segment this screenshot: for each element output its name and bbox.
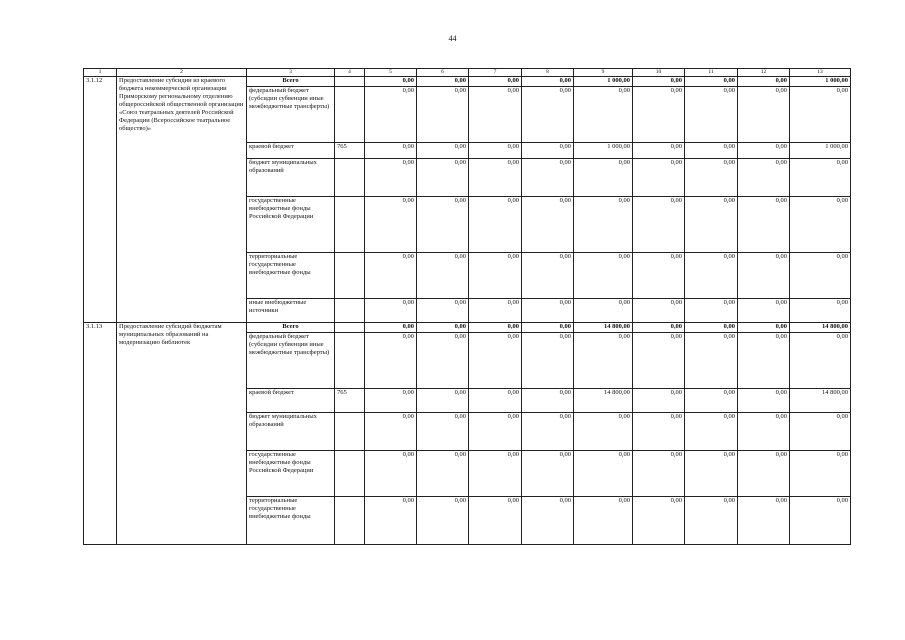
amount-cell: 0,00 xyxy=(365,389,417,413)
amount-cell: 0,00 xyxy=(633,497,685,545)
amount-cell: 0,00 xyxy=(522,413,574,451)
amount-cell: 0,00 xyxy=(685,159,738,197)
funding-source: иные внебюджетные источники xyxy=(247,299,335,323)
amount-cell: 0,00 xyxy=(574,197,633,253)
column-number: 7 xyxy=(469,69,522,77)
funding-source: территориальные государственные внебюджетные фонды xyxy=(247,253,335,299)
funding-source: федеральный бюджет (субсидии субвенции иные межбюджетные трансферты) xyxy=(247,87,335,143)
amount-cell: 0,00 xyxy=(574,159,633,197)
amount-cell: 0,00 xyxy=(790,451,851,497)
amount-cell: 1 000,00 xyxy=(790,143,851,159)
amount-cell: 0,00 xyxy=(469,451,522,497)
amount-cell: 0,00 xyxy=(790,299,851,323)
amount-cell: 0,00 xyxy=(522,333,574,389)
amount-cell: 0,00 xyxy=(633,299,685,323)
amount-cell: 1 000,00 xyxy=(574,77,633,87)
kbk-code xyxy=(335,413,365,451)
amount-cell: 0,00 xyxy=(685,253,738,299)
amount-cell: 0,00 xyxy=(417,413,469,451)
amount-cell: 0,00 xyxy=(574,253,633,299)
measure-title: Предоставление субсидии из краевого бюджета некоммерческой организации Приморскому региональному отделению общероссийской общественной организации «Союз театральных деятелей Российской Федерации (Всероссийское театральное общество)» xyxy=(117,77,247,323)
column-number: 5 xyxy=(365,69,417,77)
amount-cell: 0,00 xyxy=(633,333,685,389)
amount-cell: 0,00 xyxy=(522,323,574,333)
amount-cell: 0,00 xyxy=(365,323,417,333)
amount-cell: 14 800,00 xyxy=(574,323,633,333)
amount-cell: 0,00 xyxy=(469,159,522,197)
amount-cell: 0,00 xyxy=(738,333,790,389)
funding-source: бюджет муниципальных образований xyxy=(247,159,335,197)
amount-cell: 0,00 xyxy=(685,143,738,159)
amount-cell: 0,00 xyxy=(633,197,685,253)
amount-cell: 0,00 xyxy=(738,389,790,413)
amount-cell: 0,00 xyxy=(790,333,851,389)
amount-cell: 0,00 xyxy=(469,253,522,299)
amount-cell: 14 800,00 xyxy=(574,389,633,413)
funding-source: территориальные государственные внебюджетные фонды xyxy=(247,497,335,545)
amount-cell: 0,00 xyxy=(522,299,574,323)
amount-cell: 0,00 xyxy=(790,87,851,143)
amount-cell: 0,00 xyxy=(522,159,574,197)
amount-cell: 0,00 xyxy=(685,389,738,413)
amount-cell: 0,00 xyxy=(574,497,633,545)
amount-cell: 0,00 xyxy=(469,413,522,451)
amount-cell: 0,00 xyxy=(633,413,685,451)
amount-cell: 0,00 xyxy=(738,497,790,545)
amount-cell: 0,00 xyxy=(738,77,790,87)
column-number: 6 xyxy=(417,69,469,77)
kbk-code xyxy=(335,299,365,323)
kbk-code xyxy=(335,77,365,87)
amount-cell: 0,00 xyxy=(365,333,417,389)
amount-cell: 0,00 xyxy=(738,197,790,253)
amount-cell: 14 800,00 xyxy=(790,389,851,413)
amount-cell: 0,00 xyxy=(469,299,522,323)
kbk-code xyxy=(335,451,365,497)
amount-cell: 0,00 xyxy=(738,143,790,159)
column-number-row xyxy=(84,69,851,77)
amount-cell: 0,00 xyxy=(685,333,738,389)
column-number: 1 xyxy=(84,69,117,77)
column-number: 4 xyxy=(335,69,365,77)
amount-cell: 0,00 xyxy=(633,87,685,143)
amount-cell: 0,00 xyxy=(365,253,417,299)
amount-cell: 0,00 xyxy=(417,323,469,333)
kbk-code: 765 xyxy=(335,389,365,413)
amount-cell: 0,00 xyxy=(738,87,790,143)
amount-cell: 0,00 xyxy=(365,299,417,323)
kbk-code xyxy=(335,497,365,545)
column-number: 2 xyxy=(117,69,247,77)
amount-cell: 0,00 xyxy=(685,299,738,323)
amount-cell: 14 800,00 xyxy=(790,323,851,333)
amount-cell: 0,00 xyxy=(522,77,574,87)
amount-cell: 0,00 xyxy=(685,451,738,497)
amount-cell: 0,00 xyxy=(738,299,790,323)
amount-cell: 0,00 xyxy=(417,253,469,299)
amount-cell: 0,00 xyxy=(469,497,522,545)
budget-table xyxy=(83,68,851,545)
amount-cell: 0,00 xyxy=(417,87,469,143)
amount-cell: 0,00 xyxy=(790,497,851,545)
column-number: 11 xyxy=(685,69,738,77)
funding-source: краевой бюджет xyxy=(247,389,335,413)
column-number: 10 xyxy=(633,69,685,77)
kbk-code xyxy=(335,323,365,333)
amount-cell: 0,00 xyxy=(685,77,738,87)
amount-cell: 0,00 xyxy=(365,197,417,253)
amount-cell: 0,00 xyxy=(738,323,790,333)
amount-cell: 0,00 xyxy=(633,451,685,497)
table-body xyxy=(84,69,851,545)
column-number: 12 xyxy=(738,69,790,77)
table-row xyxy=(84,77,851,87)
amount-cell: 0,00 xyxy=(469,389,522,413)
amount-cell: 0,00 xyxy=(738,159,790,197)
funding-source: бюджет муниципальных образований xyxy=(247,413,335,451)
amount-cell: 0,00 xyxy=(685,413,738,451)
amount-cell: 0,00 xyxy=(633,143,685,159)
amount-cell: 0,00 xyxy=(469,323,522,333)
amount-cell: 0,00 xyxy=(522,389,574,413)
amount-cell: 0,00 xyxy=(685,87,738,143)
funding-source: государственные внебюджетные фонды Российской Федерации xyxy=(247,197,335,253)
amount-cell: 0,00 xyxy=(790,253,851,299)
amount-cell: 0,00 xyxy=(365,143,417,159)
funding-source: Всего xyxy=(247,323,335,333)
amount-cell: 0,00 xyxy=(417,197,469,253)
amount-cell: 0,00 xyxy=(574,451,633,497)
amount-cell: 0,00 xyxy=(522,197,574,253)
kbk-code: 765 xyxy=(335,143,365,159)
measure-code: 3.1.13 xyxy=(84,323,117,545)
amount-cell: 0,00 xyxy=(738,451,790,497)
measure-code: 3.1.12 xyxy=(84,77,117,323)
amount-cell: 0,00 xyxy=(469,143,522,159)
amount-cell: 0,00 xyxy=(633,253,685,299)
amount-cell: 0,00 xyxy=(417,77,469,87)
amount-cell: 0,00 xyxy=(417,389,469,413)
amount-cell: 0,00 xyxy=(522,497,574,545)
amount-cell: 0,00 xyxy=(365,87,417,143)
column-number: 3 xyxy=(247,69,335,77)
funding-source: Всего xyxy=(247,77,335,87)
amount-cell: 0,00 xyxy=(738,253,790,299)
amount-cell: 0,00 xyxy=(633,159,685,197)
amount-cell: 0,00 xyxy=(417,299,469,323)
amount-cell: 0,00 xyxy=(417,159,469,197)
amount-cell: 0,00 xyxy=(469,197,522,253)
amount-cell: 0,00 xyxy=(574,87,633,143)
amount-cell: 0,00 xyxy=(365,497,417,545)
amount-cell: 0,00 xyxy=(469,87,522,143)
amount-cell: 0,00 xyxy=(417,451,469,497)
column-number: 9 xyxy=(574,69,633,77)
amount-cell: 0,00 xyxy=(574,333,633,389)
kbk-code xyxy=(335,197,365,253)
funding-source: федеральный бюджет (субсидии субвенции иные межбюджетные трансферты) xyxy=(247,333,335,389)
amount-cell: 0,00 xyxy=(365,159,417,197)
table-row xyxy=(84,323,851,333)
amount-cell: 1 000,00 xyxy=(790,77,851,87)
amount-cell: 0,00 xyxy=(738,413,790,451)
amount-cell: 0,00 xyxy=(633,323,685,333)
amount-cell: 0,00 xyxy=(574,413,633,451)
amount-cell: 0,00 xyxy=(365,77,417,87)
kbk-code xyxy=(335,87,365,143)
amount-cell: 0,00 xyxy=(365,451,417,497)
amount-cell: 0,00 xyxy=(522,451,574,497)
amount-cell: 0,00 xyxy=(522,253,574,299)
amount-cell: 0,00 xyxy=(365,413,417,451)
amount-cell: 1 000,00 xyxy=(574,143,633,159)
kbk-code xyxy=(335,159,365,197)
amount-cell: 0,00 xyxy=(633,77,685,87)
column-number: 13 xyxy=(790,69,851,77)
amount-cell: 0,00 xyxy=(417,143,469,159)
amount-cell: 0,00 xyxy=(633,389,685,413)
amount-cell: 0,00 xyxy=(790,197,851,253)
funding-source: государственные внебюджетные фонды Российской Федерации xyxy=(247,451,335,497)
amount-cell: 0,00 xyxy=(685,323,738,333)
amount-cell: 0,00 xyxy=(417,333,469,389)
amount-cell: 0,00 xyxy=(790,413,851,451)
amount-cell: 0,00 xyxy=(417,497,469,545)
measure-title: Предоставление субсидий бюджетам муниципальных образований на модернизацию библиотек xyxy=(117,323,247,545)
amount-cell: 0,00 xyxy=(685,497,738,545)
amount-cell: 0,00 xyxy=(790,159,851,197)
funding-source: краевой бюджет xyxy=(247,143,335,159)
amount-cell: 0,00 xyxy=(574,299,633,323)
amount-cell: 0,00 xyxy=(522,143,574,159)
page-number: 44 xyxy=(448,34,457,43)
amount-cell: 0,00 xyxy=(469,77,522,87)
column-number: 8 xyxy=(522,69,574,77)
kbk-code xyxy=(335,333,365,389)
amount-cell: 0,00 xyxy=(522,87,574,143)
amount-cell: 0,00 xyxy=(469,333,522,389)
amount-cell: 0,00 xyxy=(685,197,738,253)
kbk-code xyxy=(335,253,365,299)
